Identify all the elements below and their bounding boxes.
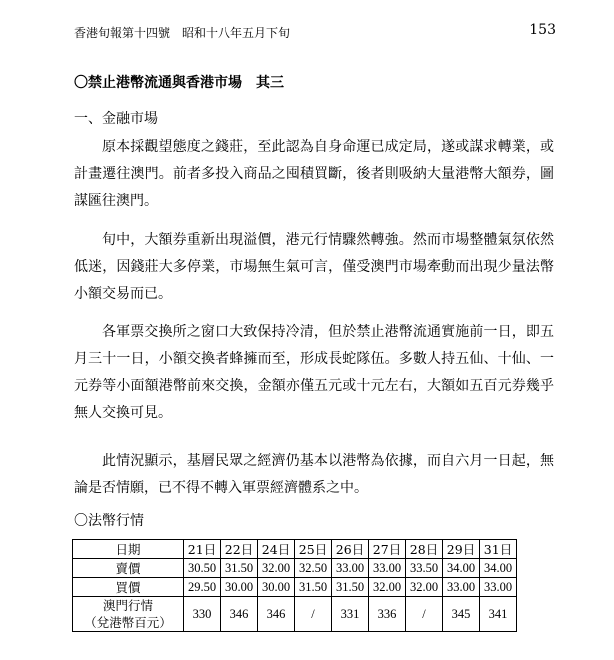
sell-cell: 30.50 bbox=[184, 559, 221, 578]
date-cell: 31日 bbox=[480, 540, 517, 559]
paragraph-4: 此情況顯示，基層民眾之經濟仍基本以港幣為依據，而自六月一日起，無論是否情願，已不得不轉入軍票經濟體系之中。 bbox=[74, 453, 554, 496]
macau-cell: 345 bbox=[443, 597, 480, 632]
macau-cell: 346 bbox=[221, 597, 258, 632]
macau-sublabel: （兌港幣百元） bbox=[84, 615, 172, 630]
date-label: 日期 bbox=[73, 540, 184, 559]
date-row bbox=[73, 540, 517, 559]
macau-cell: 336 bbox=[369, 597, 406, 632]
macau-label: 澳門行情 bbox=[102, 598, 153, 613]
sell-cell: 33.50 bbox=[406, 559, 443, 578]
sell-cell: 34.00 bbox=[443, 559, 480, 578]
fabi-rate-table bbox=[72, 539, 517, 632]
table-title: 〇法幣行情 bbox=[74, 513, 144, 529]
paragraph-3: 各軍票交換所之窗口大致保持冷清，但於禁止港幣流通實施前一日，即五月三十一日，小額交換者蜂擁而至，形成長蛇隊伍。多數人持五仙、十仙、一元券等小面額港幣前來交換，金額亦僅五元或十元左右，大額如五百元券幾乎無人交換可見。 bbox=[74, 324, 554, 421]
buy-cell: 29.50 bbox=[184, 578, 221, 597]
page-number: 153 bbox=[529, 22, 556, 38]
macau-cell: / bbox=[295, 597, 332, 632]
sell-cell: 33.00 bbox=[332, 559, 369, 578]
macau-cell: 331 bbox=[332, 597, 369, 632]
buy-cell: 31.50 bbox=[332, 578, 369, 597]
sell-label: 賣價 bbox=[73, 559, 184, 578]
sell-row bbox=[73, 559, 517, 578]
buy-row bbox=[73, 578, 517, 597]
buy-label: 買價 bbox=[73, 578, 184, 597]
date-cell: 27日 bbox=[369, 540, 406, 559]
macau-cell: 346 bbox=[258, 597, 295, 632]
date-cell: 21日 bbox=[184, 540, 221, 559]
sell-cell: 31.50 bbox=[221, 559, 258, 578]
paragraph-2: 旬中，大額券重新出現溢價，港元行情驟然轉強。然而市場整體氣氛依然低迷，因錢莊大多停業，市場無生氣可言，僅受澳門市場牽動而出現少量法幣小額交易而已。 bbox=[74, 232, 554, 302]
macau-label-cell bbox=[73, 597, 184, 632]
buy-cell: 31.50 bbox=[295, 578, 332, 597]
paragraph-1: 原本採觀望態度之錢莊，至此認為自身命運已成定局，遂或謀求轉業，或計畫遷往澳門。前者多投入商品之囤積買斷，後者則吸納大量港幣大額券，圖謀匯往澳門。 bbox=[74, 139, 554, 209]
sell-cell: 33.00 bbox=[369, 559, 406, 578]
date-cell: 24日 bbox=[258, 540, 295, 559]
article-title: 〇禁止港幣流通與香港市場 其三 bbox=[74, 75, 284, 91]
date-cell: 25日 bbox=[295, 540, 332, 559]
date-cell: 26日 bbox=[332, 540, 369, 559]
running-header: 香港旬報第十四號 昭和十八年五月下旬 bbox=[74, 26, 291, 40]
buy-cell: 32.00 bbox=[369, 578, 406, 597]
sell-cell: 34.00 bbox=[480, 559, 517, 578]
date-cell: 29日 bbox=[443, 540, 480, 559]
date-cell: 28日 bbox=[406, 540, 443, 559]
section-heading: 一、金融市場 bbox=[74, 111, 158, 127]
date-cell: 22日 bbox=[221, 540, 258, 559]
macau-cell: 341 bbox=[480, 597, 517, 632]
buy-cell: 30.00 bbox=[221, 578, 258, 597]
macau-row bbox=[73, 597, 517, 632]
buy-cell: 30.00 bbox=[258, 578, 295, 597]
buy-cell: 32.00 bbox=[406, 578, 443, 597]
buy-cell: 33.00 bbox=[480, 578, 517, 597]
sell-cell: 32.50 bbox=[295, 559, 332, 578]
macau-cell: 330 bbox=[184, 597, 221, 632]
macau-cell: / bbox=[406, 597, 443, 632]
sell-cell: 32.00 bbox=[258, 559, 295, 578]
buy-cell: 33.00 bbox=[443, 578, 480, 597]
